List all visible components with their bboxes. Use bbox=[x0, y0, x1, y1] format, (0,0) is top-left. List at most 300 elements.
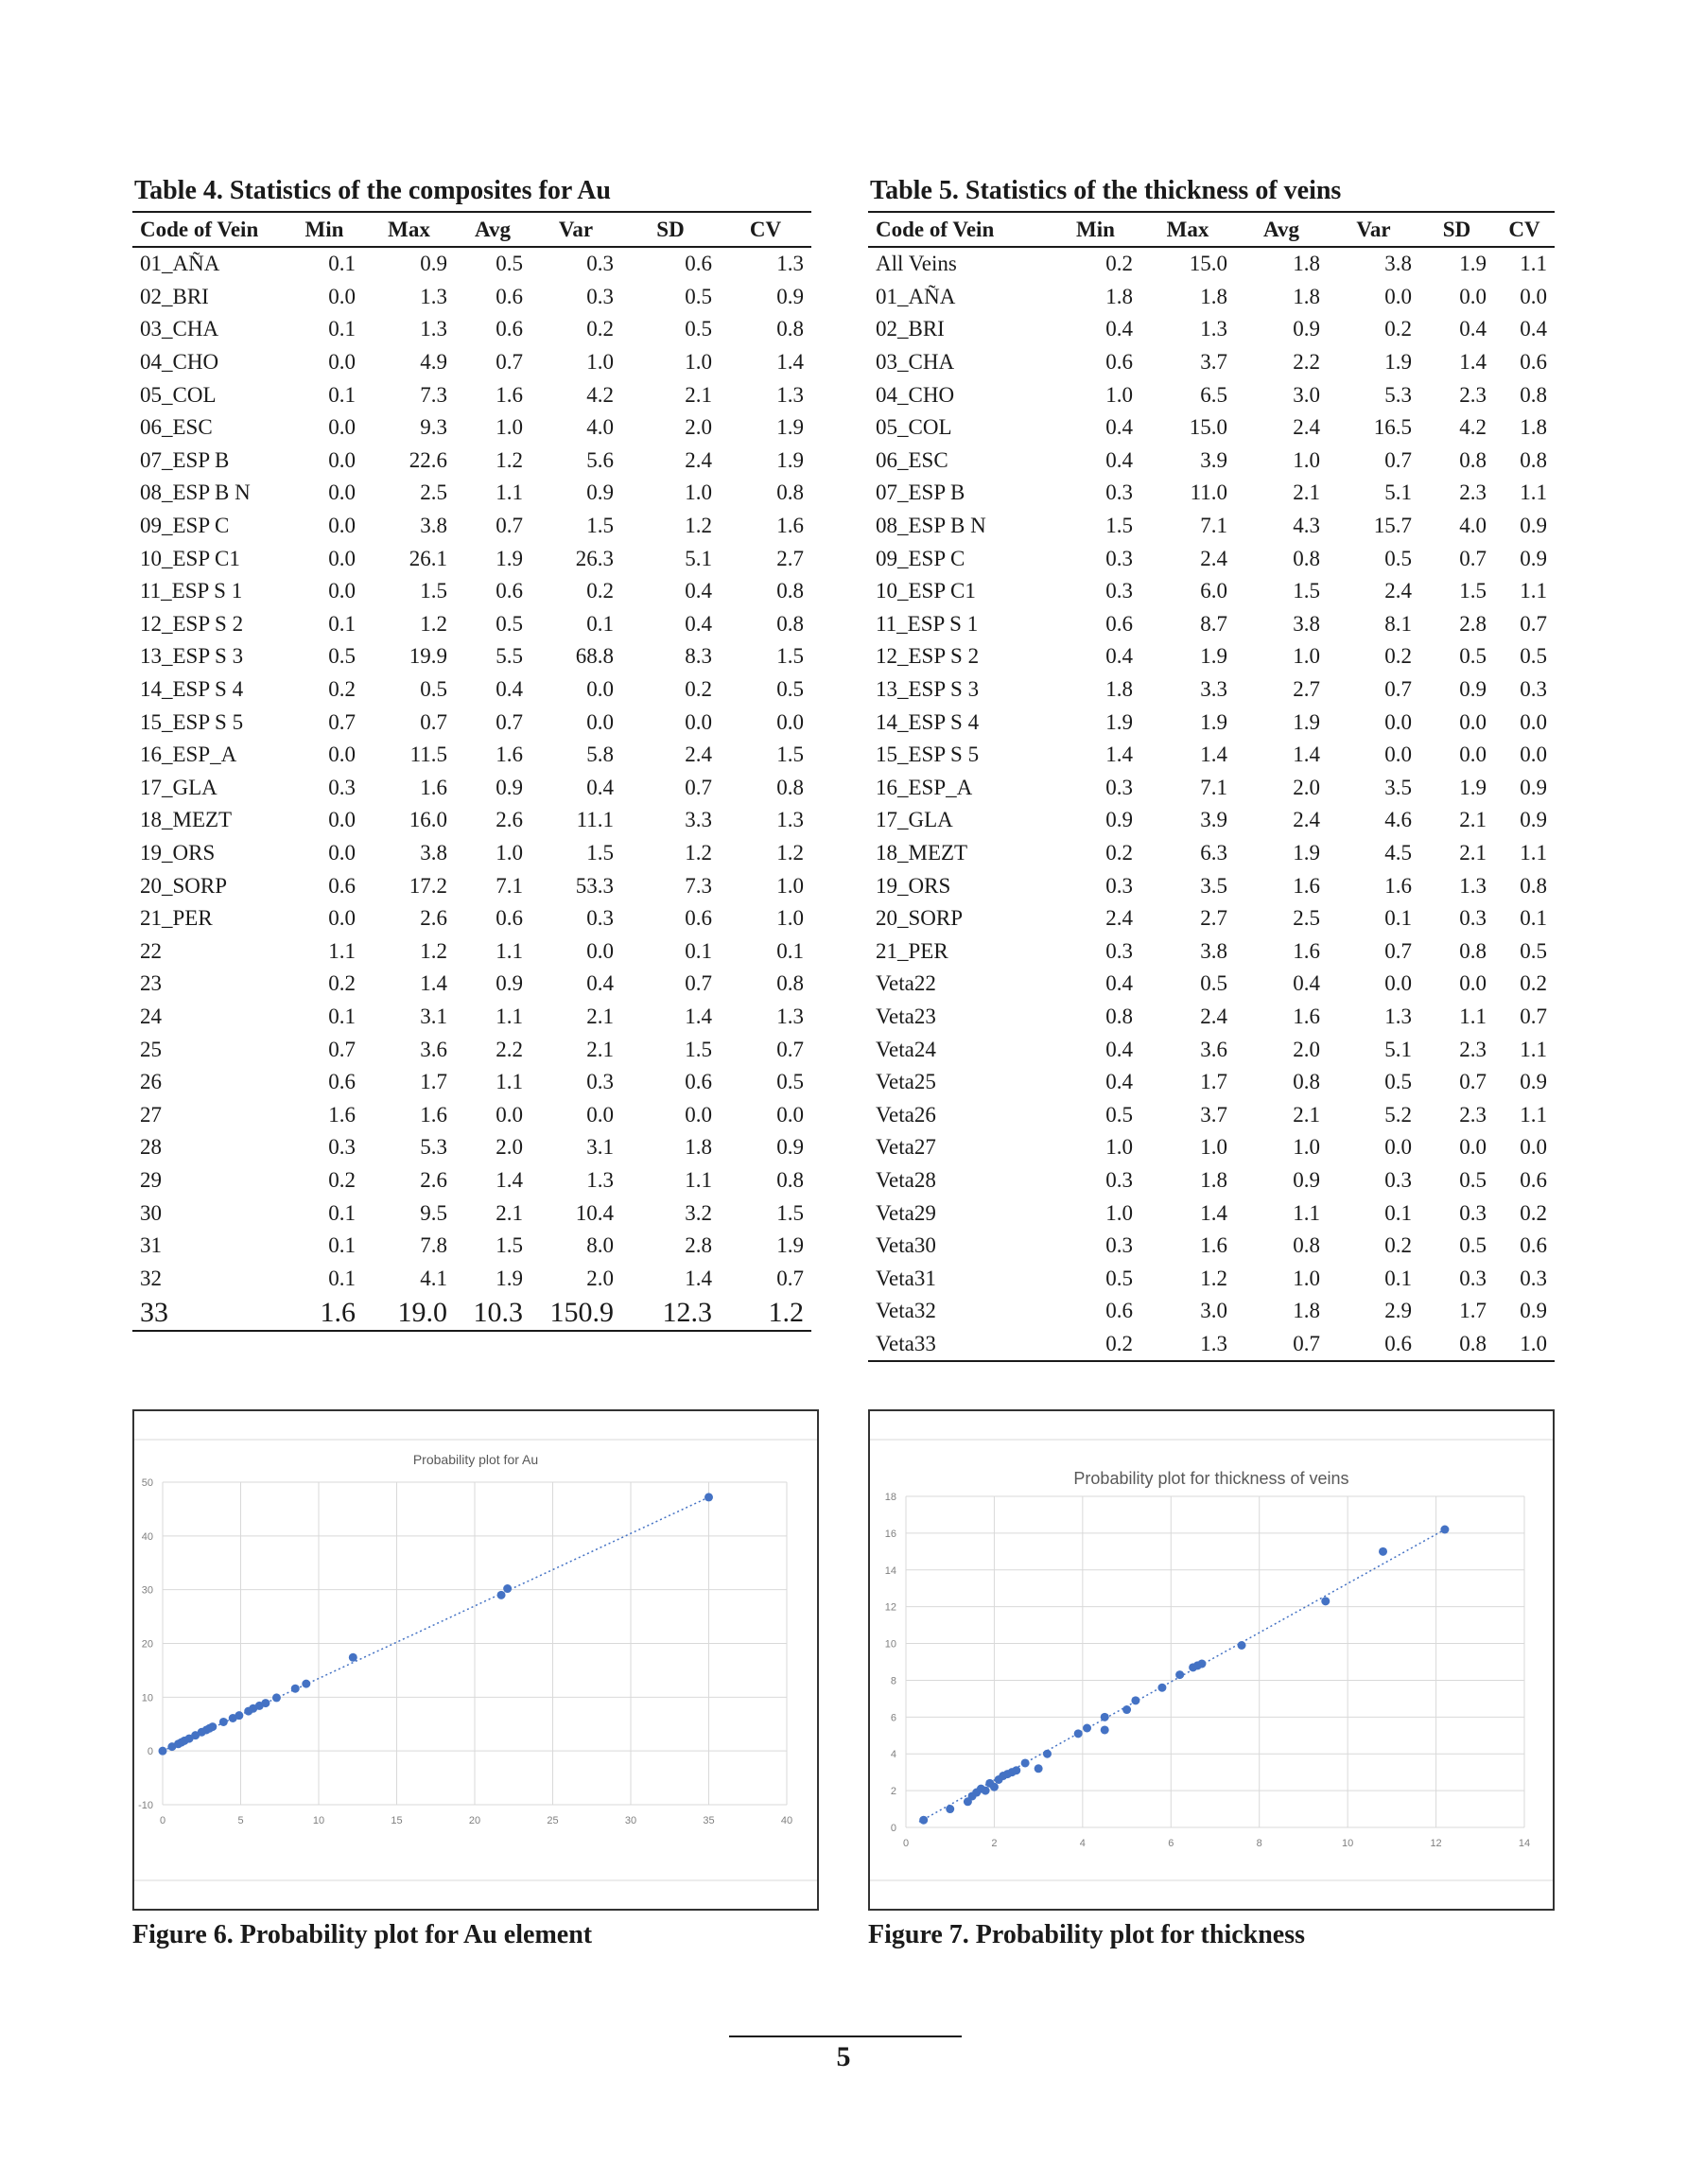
value-cell: 0.0 bbox=[328, 284, 356, 308]
value-cell: 1.1 bbox=[496, 1070, 523, 1094]
table-row bbox=[132, 411, 811, 445]
value-cell: 26.3 bbox=[575, 546, 614, 570]
value-cell: 0.1 bbox=[328, 1233, 356, 1258]
vein-code-cell: 30 bbox=[140, 1200, 162, 1225]
value-cell: 1.3 bbox=[586, 1167, 614, 1192]
vein-code-cell: 08_ESP B N bbox=[876, 514, 986, 538]
value-cell: 0.7 bbox=[1384, 677, 1412, 702]
value-cell: 5.5 bbox=[496, 644, 523, 669]
value-cell: 0.6 bbox=[1520, 1167, 1547, 1192]
value-cell: 1.8 bbox=[1105, 284, 1133, 308]
value-cell: 0.0 bbox=[1384, 709, 1412, 734]
value-cell: 0.7 bbox=[420, 709, 447, 734]
value-cell: 0.3 bbox=[1105, 775, 1133, 799]
page-number-rule bbox=[729, 2035, 962, 2037]
value-cell: 3.8 bbox=[1384, 252, 1412, 276]
value-cell: 0.0 bbox=[1384, 284, 1412, 308]
vein-code-cell: Veta30 bbox=[876, 1233, 936, 1258]
value-cell: 9.5 bbox=[420, 1200, 447, 1225]
value-cell: 1.5 bbox=[586, 840, 614, 865]
vein-code-cell: 02_BRI bbox=[876, 317, 945, 341]
value-cell: 26.1 bbox=[409, 546, 447, 570]
value-cell: 1.9 bbox=[776, 415, 804, 440]
value-cell: 0.7 bbox=[1459, 1070, 1487, 1094]
value-cell: 0.3 bbox=[1105, 546, 1133, 570]
value-cell: 16.0 bbox=[409, 808, 447, 832]
value-cell: 11.5 bbox=[409, 743, 447, 767]
value-cell: 1.4 bbox=[1200, 1200, 1227, 1225]
value-cell: 4.9 bbox=[420, 350, 447, 375]
table-row bbox=[132, 575, 811, 608]
vein-code-cell: Veta31 bbox=[876, 1266, 936, 1290]
table-5-body bbox=[868, 247, 1555, 1361]
table-4-caption: Table 4. Statistics of the composites for Au bbox=[134, 176, 611, 205]
value-cell: 1.6 bbox=[286, 1295, 363, 1331]
value-cell: 5.3 bbox=[420, 1135, 447, 1160]
vein-code-cell: 09_ESP C bbox=[140, 514, 230, 538]
vein-code-cell: Veta23 bbox=[876, 1004, 936, 1028]
table-row bbox=[132, 804, 811, 837]
table-row bbox=[868, 1033, 1555, 1066]
table-row bbox=[132, 542, 811, 575]
y-tick-label: 0 bbox=[890, 1823, 896, 1834]
value-cell: 0.2 bbox=[1051, 1328, 1140, 1362]
value-cell: 10.4 bbox=[575, 1200, 614, 1225]
data-point bbox=[261, 1699, 270, 1707]
vein-code-cell: 03_CHA bbox=[876, 350, 955, 375]
value-cell: 2.7 bbox=[776, 546, 804, 570]
table-row bbox=[868, 1230, 1555, 1263]
value-cell: 0.1 bbox=[328, 1200, 356, 1225]
x-tick-label: 0 bbox=[159, 1815, 166, 1826]
value-cell: 0.7 bbox=[496, 709, 523, 734]
value-cell: 1.1 bbox=[1520, 840, 1547, 865]
value-cell: 0.4 bbox=[1459, 317, 1487, 341]
value-cell: 1.5 bbox=[1459, 579, 1487, 603]
value-cell: 1.9 bbox=[1105, 709, 1133, 734]
data-point bbox=[1238, 1641, 1246, 1650]
value-cell: 1.0 bbox=[1105, 1135, 1133, 1160]
value-cell: 3.7 bbox=[1200, 1102, 1227, 1127]
value-cell: 15.0 bbox=[1189, 252, 1227, 276]
value-cell: 1.9 bbox=[776, 1233, 804, 1258]
value-cell: 3.7 bbox=[1200, 350, 1227, 375]
y-tick-label: 10 bbox=[884, 1638, 896, 1651]
value-cell: 0.7 bbox=[685, 971, 712, 996]
value-cell: 0.6 bbox=[685, 1070, 712, 1094]
value-cell: 0.3 bbox=[1520, 1266, 1547, 1290]
value-cell: 0.0 bbox=[328, 906, 356, 931]
value-cell: 16.5 bbox=[1373, 415, 1412, 440]
value-cell: 0.0 bbox=[328, 743, 356, 767]
table-row bbox=[868, 772, 1555, 805]
value-cell: 1.0 bbox=[685, 480, 712, 505]
value-cell: 0.5 bbox=[776, 677, 804, 702]
table-row bbox=[132, 837, 811, 870]
value-cell: 5.1 bbox=[1384, 1037, 1412, 1061]
column-header: CV bbox=[1494, 212, 1555, 247]
value-cell: 1.5 bbox=[776, 1200, 804, 1225]
vein-code-cell: 28 bbox=[140, 1135, 162, 1160]
vein-code-cell: 09_ESP C bbox=[876, 546, 965, 570]
value-cell: 1.0 bbox=[685, 350, 712, 375]
value-cell: 1.8 bbox=[1520, 415, 1547, 440]
vein-code-cell: 23 bbox=[140, 971, 162, 996]
value-cell: 1.1 bbox=[496, 1004, 523, 1028]
value-cell: 4.3 bbox=[1293, 514, 1320, 538]
x-tick-label: 5 bbox=[237, 1815, 244, 1826]
table-5-header-row bbox=[868, 212, 1555, 247]
data-point bbox=[1175, 1670, 1184, 1679]
value-cell: 0.9 bbox=[1520, 775, 1547, 799]
table-row bbox=[868, 673, 1555, 707]
vein-code-cell: 07_ESP B bbox=[140, 447, 230, 472]
value-cell: 0.5 bbox=[496, 252, 523, 276]
vein-code-cell: 22 bbox=[140, 938, 162, 963]
value-cell: 1.8 bbox=[685, 1135, 712, 1160]
value-cell: 0.6 bbox=[496, 579, 523, 603]
table-row bbox=[132, 935, 811, 968]
value-cell: 0.8 bbox=[776, 480, 804, 505]
value-cell: 2.4 bbox=[1293, 808, 1320, 832]
value-cell: 1.6 bbox=[1384, 873, 1412, 898]
value-cell: 3.5 bbox=[1384, 775, 1412, 799]
value-cell: 0.2 bbox=[1520, 1200, 1547, 1225]
value-cell: 0.6 bbox=[496, 906, 523, 931]
vein-code-cell: 06_ESC bbox=[876, 447, 948, 472]
value-cell: 1.3 bbox=[776, 382, 804, 407]
column-header: Avg bbox=[1235, 212, 1328, 247]
value-cell: 1.3 bbox=[776, 1004, 804, 1028]
value-cell: 3.3 bbox=[685, 808, 712, 832]
value-cell: 0.2 bbox=[1105, 252, 1133, 276]
value-cell: 1.6 bbox=[328, 1102, 356, 1127]
data-point bbox=[1043, 1750, 1052, 1758]
value-cell: 2.1 bbox=[1459, 808, 1487, 832]
value-cell: 1.9 bbox=[1384, 350, 1412, 375]
value-cell: 3.9 bbox=[1200, 447, 1227, 472]
value-cell: 1.6 bbox=[1293, 1004, 1320, 1028]
value-cell: 1.8 bbox=[1200, 1167, 1227, 1192]
table-row bbox=[132, 1164, 811, 1197]
value-cell: 0.9 bbox=[1520, 514, 1547, 538]
value-cell: 0.8 bbox=[1520, 447, 1547, 472]
column-header: CV bbox=[720, 212, 811, 247]
value-cell: 1.6 bbox=[496, 743, 523, 767]
figure-6-caption: Figure 6. Probability plot for Au element bbox=[132, 1920, 593, 1949]
value-cell: 1.3 bbox=[1140, 1328, 1235, 1362]
value-cell: 0.9 bbox=[776, 1135, 804, 1160]
value-cell: 2.6 bbox=[420, 1167, 447, 1192]
value-cell: 0.0 bbox=[328, 840, 356, 865]
value-cell: 0.6 bbox=[1105, 611, 1133, 636]
value-cell: 1.2 bbox=[685, 840, 712, 865]
value-cell: 1.2 bbox=[720, 1295, 811, 1331]
y-tick-label: 14 bbox=[884, 1564, 896, 1577]
vein-code-cell: Veta27 bbox=[876, 1135, 936, 1160]
value-cell: 0.6 bbox=[1520, 350, 1547, 375]
value-cell: 0.1 bbox=[328, 1004, 356, 1028]
vein-code-cell: 26 bbox=[140, 1070, 162, 1094]
value-cell: 0.3 bbox=[1105, 873, 1133, 898]
value-cell: 0.0 bbox=[1459, 284, 1487, 308]
value-cell: 3.0 bbox=[1200, 1299, 1227, 1323]
table-row bbox=[868, 640, 1555, 673]
value-cell: 0.5 bbox=[776, 1070, 804, 1094]
vein-code-cell: 08_ESP B N bbox=[140, 480, 251, 505]
x-tick-label: 10 bbox=[1342, 1838, 1354, 1849]
vein-code-cell: 10_ESP C1 bbox=[876, 579, 976, 603]
data-point bbox=[1379, 1547, 1387, 1556]
value-cell: 7.1 bbox=[1200, 514, 1227, 538]
table-row bbox=[868, 575, 1555, 608]
x-tick-label: 4 bbox=[1079, 1838, 1086, 1849]
value-cell: 0.5 bbox=[496, 611, 523, 636]
vein-code-cell: Veta29 bbox=[876, 1200, 936, 1225]
table-row bbox=[868, 477, 1555, 510]
value-cell: 0.5 bbox=[1520, 644, 1547, 669]
vein-code-cell: 15_ESP S 5 bbox=[876, 743, 980, 767]
value-cell: 2.1 bbox=[586, 1004, 614, 1028]
value-cell: 0.2 bbox=[1520, 971, 1547, 996]
table-row bbox=[868, 804, 1555, 837]
table-4 bbox=[132, 175, 811, 1332]
value-cell: 5.1 bbox=[1384, 480, 1412, 505]
vein-code-cell: 19_ORS bbox=[876, 873, 951, 898]
column-header: SD bbox=[1419, 212, 1494, 247]
value-cell: 0.5 bbox=[1520, 938, 1547, 963]
value-cell: 2.4 bbox=[1200, 1004, 1227, 1028]
value-cell: 0.4 bbox=[1105, 1070, 1133, 1094]
value-cell: 0.4 bbox=[586, 775, 614, 799]
value-cell: 0.3 bbox=[1459, 906, 1487, 931]
table-row bbox=[132, 313, 811, 346]
value-cell: 22.6 bbox=[409, 447, 447, 472]
table-4-header-row bbox=[132, 212, 811, 247]
x-tick-label: 40 bbox=[780, 1815, 793, 1826]
data-point bbox=[302, 1680, 310, 1688]
value-cell: 2.4 bbox=[1200, 546, 1227, 570]
value-cell: 0.8 bbox=[1105, 1004, 1133, 1028]
value-cell: 0.5 bbox=[1459, 1167, 1487, 1192]
vein-code-cell: 16_ESP_A bbox=[140, 743, 237, 767]
table-row bbox=[868, 1197, 1555, 1230]
vein-code-cell: 21_PER bbox=[876, 938, 948, 963]
value-cell: 1.3 bbox=[1200, 317, 1227, 341]
table-row bbox=[868, 935, 1555, 968]
value-cell: 5.1 bbox=[685, 546, 712, 570]
value-cell: 0.7 bbox=[496, 514, 523, 538]
value-cell: 0.4 bbox=[586, 971, 614, 996]
column-header: Max bbox=[1140, 212, 1235, 247]
value-cell: 0.9 bbox=[1293, 1167, 1320, 1192]
value-cell: 1.2 bbox=[420, 938, 447, 963]
data-point bbox=[159, 1747, 167, 1756]
value-cell: 1.0 bbox=[1105, 1200, 1133, 1225]
value-cell: 0.2 bbox=[586, 317, 614, 341]
y-tick-label: 12 bbox=[884, 1601, 896, 1614]
value-cell: 2.5 bbox=[420, 480, 447, 505]
value-cell: 0.5 bbox=[1105, 1102, 1133, 1127]
value-cell: 1.5 bbox=[496, 1233, 523, 1258]
value-cell: 2.5 bbox=[1293, 906, 1320, 931]
x-tick-label: 15 bbox=[391, 1815, 403, 1826]
value-cell: 0.3 bbox=[1105, 1167, 1133, 1192]
value-cell: 1.7 bbox=[1200, 1070, 1227, 1094]
value-cell: 0.0 bbox=[1384, 971, 1412, 996]
value-cell: 1.1 bbox=[496, 938, 523, 963]
value-cell: 0.2 bbox=[1105, 840, 1133, 865]
vein-code-cell: 07_ESP B bbox=[876, 480, 965, 505]
value-cell: 0.9 bbox=[1520, 546, 1547, 570]
table-row bbox=[132, 1131, 811, 1164]
value-cell: 0.0 bbox=[496, 1102, 523, 1127]
value-cell: 0.4 bbox=[1520, 317, 1547, 341]
value-cell: 1.6 bbox=[1293, 873, 1320, 898]
table-row bbox=[868, 1295, 1555, 1328]
table-row bbox=[132, 445, 811, 478]
table-row bbox=[132, 281, 811, 314]
value-cell: 1.5 bbox=[776, 743, 804, 767]
value-cell: 0.3 bbox=[586, 284, 614, 308]
value-cell: 0.5 bbox=[328, 644, 356, 669]
value-cell: 0.9 bbox=[1520, 1299, 1547, 1323]
value-cell: 0.8 bbox=[1293, 1233, 1320, 1258]
value-cell: 0.6 bbox=[1105, 1299, 1133, 1323]
figure-7-caption: Figure 7. Probability plot for thickness bbox=[868, 1920, 1306, 1949]
value-cell: 1.1 bbox=[1520, 1037, 1547, 1061]
value-cell: 0.9 bbox=[1105, 808, 1133, 832]
value-cell: 2.2 bbox=[1293, 350, 1320, 375]
vein-code-cell: 18_MEZT bbox=[876, 840, 968, 865]
data-point bbox=[291, 1685, 300, 1693]
value-cell: 11.1 bbox=[576, 808, 614, 832]
value-cell: 3.9 bbox=[1200, 808, 1227, 832]
table-row bbox=[132, 706, 811, 739]
value-cell: 1.3 bbox=[1384, 1004, 1412, 1028]
vein-code-cell: 25 bbox=[140, 1037, 162, 1061]
chart-title: Probability plot for thickness of veins bbox=[1073, 1469, 1349, 1488]
data-point bbox=[1440, 1526, 1449, 1534]
value-cell: 1.2 bbox=[420, 611, 447, 636]
value-cell: 4.5 bbox=[1384, 840, 1412, 865]
y-tick-label: 4 bbox=[890, 1749, 896, 1761]
value-cell: 1.9 bbox=[1293, 840, 1320, 865]
value-cell: 1.0 bbox=[1494, 1328, 1555, 1362]
value-cell: 0.7 bbox=[685, 775, 712, 799]
value-cell: 1.1 bbox=[1520, 1102, 1547, 1127]
value-cell: 0.7 bbox=[1459, 546, 1487, 570]
value-cell: 0.6 bbox=[1520, 1233, 1547, 1258]
vein-code-cell: 10_ESP C1 bbox=[140, 546, 240, 570]
data-point bbox=[497, 1591, 506, 1599]
table-row bbox=[868, 542, 1555, 575]
vein-code-cell: 12_ESP S 2 bbox=[140, 611, 244, 636]
value-cell: 2.4 bbox=[685, 447, 712, 472]
data-point bbox=[1197, 1659, 1206, 1668]
value-cell: 0.0 bbox=[328, 350, 356, 375]
vein-code-cell: 20_SORP bbox=[876, 906, 964, 931]
data-point bbox=[1074, 1729, 1083, 1738]
column-header: Avg bbox=[455, 212, 530, 247]
value-cell: 1.0 bbox=[1200, 1135, 1227, 1160]
value-cell: 0.8 bbox=[776, 775, 804, 799]
vein-code-cell: 14_ESP S 4 bbox=[140, 677, 244, 702]
value-cell: 0.3 bbox=[586, 906, 614, 931]
y-tick-label: 16 bbox=[884, 1528, 896, 1540]
value-cell: 1.4 bbox=[1293, 743, 1320, 767]
table-5 bbox=[868, 175, 1555, 1362]
value-cell: 3.5 bbox=[1200, 873, 1227, 898]
value-cell: 1.1 bbox=[496, 480, 523, 505]
value-cell: 2.3 bbox=[1459, 1102, 1487, 1127]
value-cell: 1.3 bbox=[420, 317, 447, 341]
value-cell: 19.0 bbox=[363, 1295, 455, 1331]
x-tick-label: 20 bbox=[468, 1815, 481, 1826]
data-point bbox=[349, 1653, 357, 1662]
vein-code-cell: 16_ESP_A bbox=[876, 775, 973, 799]
data-point bbox=[219, 1718, 228, 1726]
value-cell: 1.0 bbox=[776, 906, 804, 931]
value-cell: 0.5 bbox=[1459, 644, 1487, 669]
value-cell: 1.4 bbox=[685, 1266, 712, 1290]
value-cell: 0.2 bbox=[685, 677, 712, 702]
value-cell: 7.8 bbox=[420, 1233, 447, 1258]
value-cell: 6.3 bbox=[1200, 840, 1227, 865]
table-row bbox=[868, 837, 1555, 870]
value-cell: 1.2 bbox=[685, 514, 712, 538]
value-cell: 0.8 bbox=[1293, 546, 1320, 570]
value-cell: 0.2 bbox=[328, 971, 356, 996]
value-cell: 0.4 bbox=[1105, 317, 1133, 341]
value-cell: 2.0 bbox=[586, 1266, 614, 1290]
x-tick-label: 2 bbox=[991, 1838, 998, 1849]
value-cell: 0.5 bbox=[1105, 1266, 1133, 1290]
data-point bbox=[1321, 1597, 1330, 1605]
value-cell: 11.0 bbox=[1190, 480, 1227, 505]
value-cell: 0.0 bbox=[586, 709, 614, 734]
value-cell: 0.8 bbox=[776, 317, 804, 341]
value-cell: 0.0 bbox=[1459, 743, 1487, 767]
vein-code-cell: 21_PER bbox=[140, 906, 213, 931]
y-tick-label: 8 bbox=[890, 1675, 896, 1687]
column-header: Min bbox=[286, 212, 363, 247]
value-cell: 1.8 bbox=[1293, 284, 1320, 308]
value-cell: 0.9 bbox=[1293, 317, 1320, 341]
value-cell: 1.9 bbox=[1293, 709, 1320, 734]
value-cell: 7.1 bbox=[496, 873, 523, 898]
value-cell: 2.0 bbox=[496, 1135, 523, 1160]
value-cell: 0.4 bbox=[496, 677, 523, 702]
value-cell: 2.4 bbox=[1384, 579, 1412, 603]
value-cell: 1.0 bbox=[1293, 1266, 1320, 1290]
value-cell: 0.5 bbox=[1384, 546, 1412, 570]
value-cell: 0.7 bbox=[1520, 1004, 1547, 1028]
value-cell: 3.0 bbox=[1293, 382, 1320, 407]
data-point bbox=[208, 1722, 217, 1731]
column-header: Min bbox=[1051, 212, 1140, 247]
y-tick-label: 20 bbox=[141, 1638, 153, 1651]
value-cell: 0.1 bbox=[328, 317, 356, 341]
x-tick-label: 6 bbox=[1168, 1838, 1174, 1849]
table-row bbox=[868, 313, 1555, 346]
value-cell: 1.6 bbox=[1293, 938, 1320, 963]
value-cell: 4.0 bbox=[586, 415, 614, 440]
value-cell: 0.7 bbox=[1384, 447, 1412, 472]
value-cell: 5.8 bbox=[586, 743, 614, 767]
value-cell: 0.5 bbox=[685, 317, 712, 341]
value-cell: 6.5 bbox=[1200, 382, 1227, 407]
